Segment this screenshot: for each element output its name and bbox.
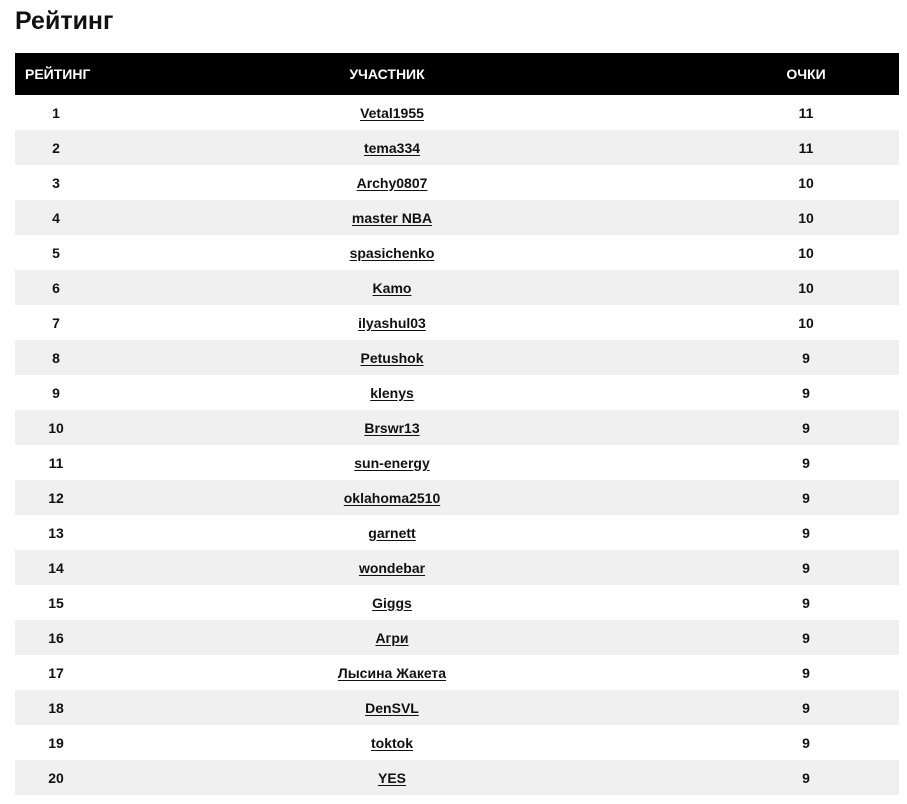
participant-link[interactable]: master NBA <box>351 209 433 226</box>
points-cell: 10 <box>798 314 814 331</box>
table-row <box>15 655 899 690</box>
participant-cell <box>117 445 657 480</box>
table-row <box>15 270 899 305</box>
points-cell: 9 <box>802 559 810 576</box>
points-cell: 9 <box>802 489 810 506</box>
participant-cell <box>117 375 657 410</box>
table-row <box>15 340 899 375</box>
column-header-points: ОЧКИ <box>786 66 826 82</box>
points-cell: 10 <box>798 174 814 191</box>
rank-cell: 1 <box>52 104 60 121</box>
points-cell: 10 <box>798 244 814 261</box>
participant-cell <box>117 340 657 375</box>
points-cell: 9 <box>802 629 810 646</box>
table-row <box>15 200 899 235</box>
rank-cell: 18 <box>48 699 64 716</box>
rank-cell: 13 <box>48 524 64 541</box>
rank-cell: 19 <box>48 734 64 751</box>
table-row <box>15 95 899 130</box>
points-cell: 10 <box>798 209 814 226</box>
page-title: Рейтинг <box>15 7 114 35</box>
rank-cell: 9 <box>52 384 60 401</box>
table-row <box>15 550 899 585</box>
rank-cell: 7 <box>52 314 60 331</box>
table-row <box>15 515 899 550</box>
table-row <box>15 375 899 410</box>
participant-cell <box>117 480 657 515</box>
table-row <box>15 305 899 340</box>
table-row <box>15 480 899 515</box>
table-row <box>15 725 899 760</box>
participant-link[interactable]: Archy0807 <box>356 174 428 191</box>
participant-link[interactable]: wondebar <box>358 559 426 576</box>
participant-cell <box>117 165 657 200</box>
rank-cell: 11 <box>48 454 64 471</box>
participant-cell <box>117 585 657 620</box>
participant-link[interactable]: Лысина Жакета <box>337 664 447 681</box>
participant-cell <box>117 655 657 690</box>
table-header <box>15 53 899 95</box>
rank-cell: 6 <box>52 279 60 296</box>
rank-cell: 14 <box>48 559 64 576</box>
participant-link[interactable]: Petushok <box>360 349 424 366</box>
column-header-rank: РЕЙТИНГ <box>25 66 91 82</box>
participant-link[interactable]: Giggs <box>372 594 412 611</box>
participant-cell <box>117 550 657 585</box>
table-row <box>15 130 899 165</box>
participant-link[interactable]: garnett <box>368 524 416 541</box>
points-cell: 9 <box>802 664 810 681</box>
participant-link[interactable]: tema334 <box>363 139 421 156</box>
participant-link[interactable]: Агри <box>375 629 409 646</box>
table-row <box>15 410 899 445</box>
participant-cell <box>117 620 657 655</box>
participant-link[interactable]: oklahoma2510 <box>343 489 441 506</box>
participant-link[interactable]: Kamo <box>372 279 412 296</box>
participant-link[interactable]: Brswr13 <box>364 419 420 436</box>
participant-cell <box>117 305 657 340</box>
rank-cell: 2 <box>52 139 60 156</box>
participant-cell <box>117 270 657 305</box>
rank-cell: 8 <box>52 349 60 366</box>
table-row <box>15 165 899 200</box>
rank-cell: 17 <box>48 664 64 681</box>
participant-cell <box>117 200 657 235</box>
table-row <box>15 690 899 725</box>
participant-link[interactable]: klenys <box>370 384 414 401</box>
rating-table <box>15 53 899 795</box>
participant-cell <box>117 725 657 760</box>
rank-cell: 10 <box>48 419 64 436</box>
participant-cell <box>117 130 657 165</box>
points-cell: 9 <box>802 734 810 751</box>
participant-cell <box>117 410 657 445</box>
rank-cell: 12 <box>48 489 64 506</box>
points-cell: 9 <box>802 524 810 541</box>
table-row <box>15 585 899 620</box>
points-cell: 11 <box>798 104 814 121</box>
rank-cell: 20 <box>48 769 64 786</box>
participant-link[interactable]: ilyashul03 <box>358 314 426 331</box>
rank-cell: 4 <box>52 209 60 226</box>
points-cell: 9 <box>802 454 810 471</box>
rank-cell: 15 <box>48 594 64 611</box>
table-row <box>15 445 899 480</box>
points-cell: 9 <box>802 384 810 401</box>
table-row <box>15 235 899 270</box>
table-row <box>15 760 899 795</box>
table-header-row <box>15 53 899 95</box>
participant-link[interactable]: Vetal1955 <box>360 104 424 121</box>
rank-cell: 5 <box>52 244 60 261</box>
participant-cell <box>117 95 657 130</box>
participant-link[interactable]: spasichenko <box>349 244 435 261</box>
participant-link[interactable]: YES <box>377 769 406 786</box>
points-cell: 10 <box>798 279 814 296</box>
participant-link[interactable]: sun-energy <box>354 454 430 471</box>
participant-link[interactable]: toktok <box>371 734 413 751</box>
column-header-participant: УЧАСТНИК <box>349 66 425 82</box>
participant-cell <box>117 760 657 795</box>
rank-cell: 3 <box>52 174 60 191</box>
points-cell: 9 <box>802 594 810 611</box>
participant-cell <box>117 690 657 725</box>
participant-cell <box>117 515 657 550</box>
table-body <box>15 95 899 795</box>
participant-link[interactable]: DenSVL <box>365 699 419 716</box>
points-cell: 9 <box>802 349 810 366</box>
points-cell: 9 <box>802 699 810 716</box>
rank-cell: 16 <box>48 629 64 646</box>
points-cell: 9 <box>802 419 810 436</box>
table-row <box>15 620 899 655</box>
points-cell: 9 <box>802 769 810 786</box>
participant-cell <box>117 235 657 270</box>
points-cell: 11 <box>798 139 814 156</box>
